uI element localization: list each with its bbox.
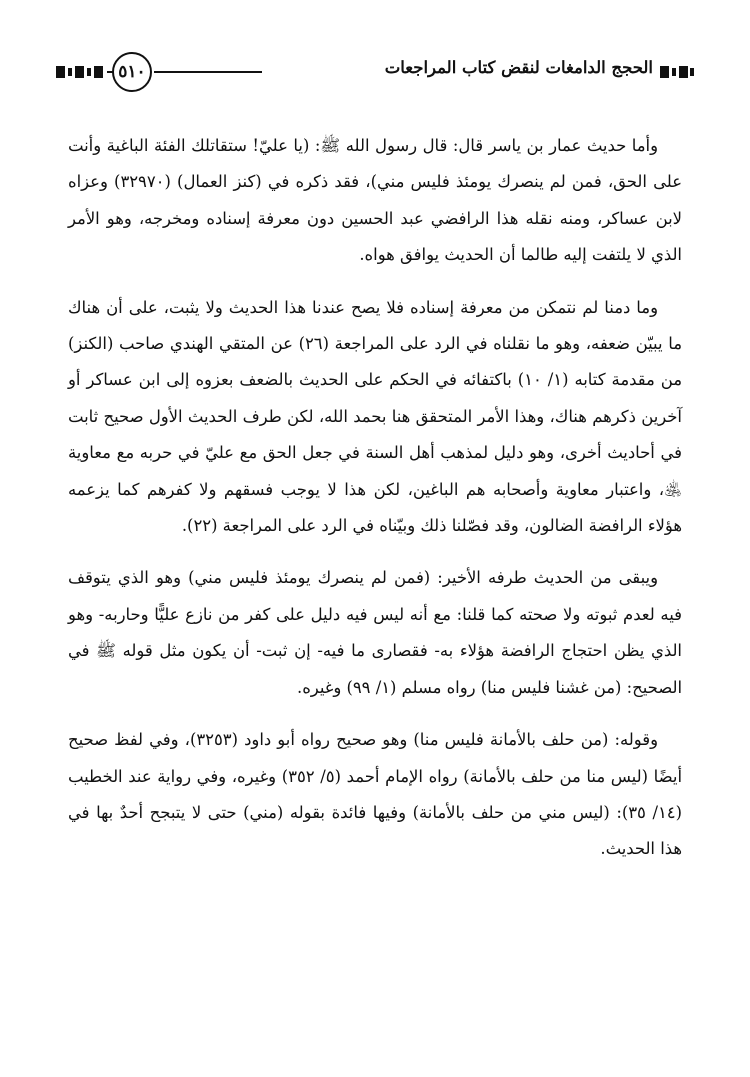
paragraph-isnad-weakness: وما دمنا لم نتمكن من معرفة إسناده فلا يصح عندنا هذا الحديث ولا يثبت، على أن هناك ما يبيّن ضعفه، وهو ما نقلناه في الرد على المراجعة (٢٦) عن المتقي الهندي صاحب (الكنز) من مقدمة كتابه (١/ ١٠) باكتفائه في الحكم على الحديث بالضعف بعزوه إلى ابن عساكر أو آخرين ذكرهم هناك، وهذا الأمر المتحقق هنا بحمد الله، لكن طرف الحديث الأول صحيح ثابت في أحاديث أخرى، وهو دليل لمذهب أهل السنة في جعل الحق مع عليّ في حربه مع معاوية ﵁، واعتبار معاوية وأصحابه هم الباغين، لكن هذا لا يوجب فسقهم ولا كفرهم كما يزعمه هؤلاء الرافضة الضالون، وقد فصّلنا ذلك وبيّناه في الرد على المراجعة (٢٢).: [68, 297, 683, 536]
paragraph-last-part: ويبقى من الحديث طرفه الأخير: (فمن لم ينصرك يومئذ فليس مني) وهو الذي يتوقف فيه لعدم ثبوته ولا صحته كما قلنا: مع أنه ليس فيه دليل على كفر من نازع عليًّا وحاربه- وهو الذي يظن احتجاج الرافضة هؤلاء به- فقصارى ما فيه- إن ثبت- أن يكون مثل قوله ﷺ في الصحيح: (من غشنا فليس منا) رواه مسلم (١/ ٩٩) وغيره.: [68, 568, 682, 697]
page-number: ٥١٠: [112, 52, 152, 92]
page-body: [68, 128, 682, 868]
page-header: [55, 52, 695, 96]
running-title: الحجج الدامغات لنقض كتاب المراجعات: [384, 58, 653, 77]
header-rule-middle: [154, 71, 262, 73]
paragraph-ammar-hadith: وأما حديث عمار بن ياسر قال: قال رسول الله ﷺ: (يا عليّ! ستقاتلك الفئة الباغية وأنت على الحق، فمن لم ينصرك يومئذ فليس مني)، فقد ذكره في (كنز العمال) (٣٢٩٧٠) وعزاه لابن عساكر، ومنه نقله هذا الرافضي عبد الحسين دون معرفة إسناده ومخرجه، وهو الأمر الذي لا يلتفت إليه طالما أن الحديث يوافق هواه.: [68, 136, 682, 265]
header-ornament-left-icon: [55, 64, 105, 80]
paragraph-oath-hadith: وقوله: (من حلف بالأمانة فليس منا) وهو صحيح رواه أبو داود (٣٢٥٣)، وفي لفظ صحيح أيضًا (ليس منا من حلف بالأمانة) رواه الإمام أحمد (٥/ ٣٥٢) وغيره، وفي رواية عند الخطيب (١٤/ ٣٥): (ليس مني من حلف بالأمانة) وفيها فائدة بقوله (مني) حتى لا يتبجح أحدٌ بها في هذا الحديث.: [68, 730, 683, 859]
header-ornament-right-icon: [659, 64, 695, 80]
